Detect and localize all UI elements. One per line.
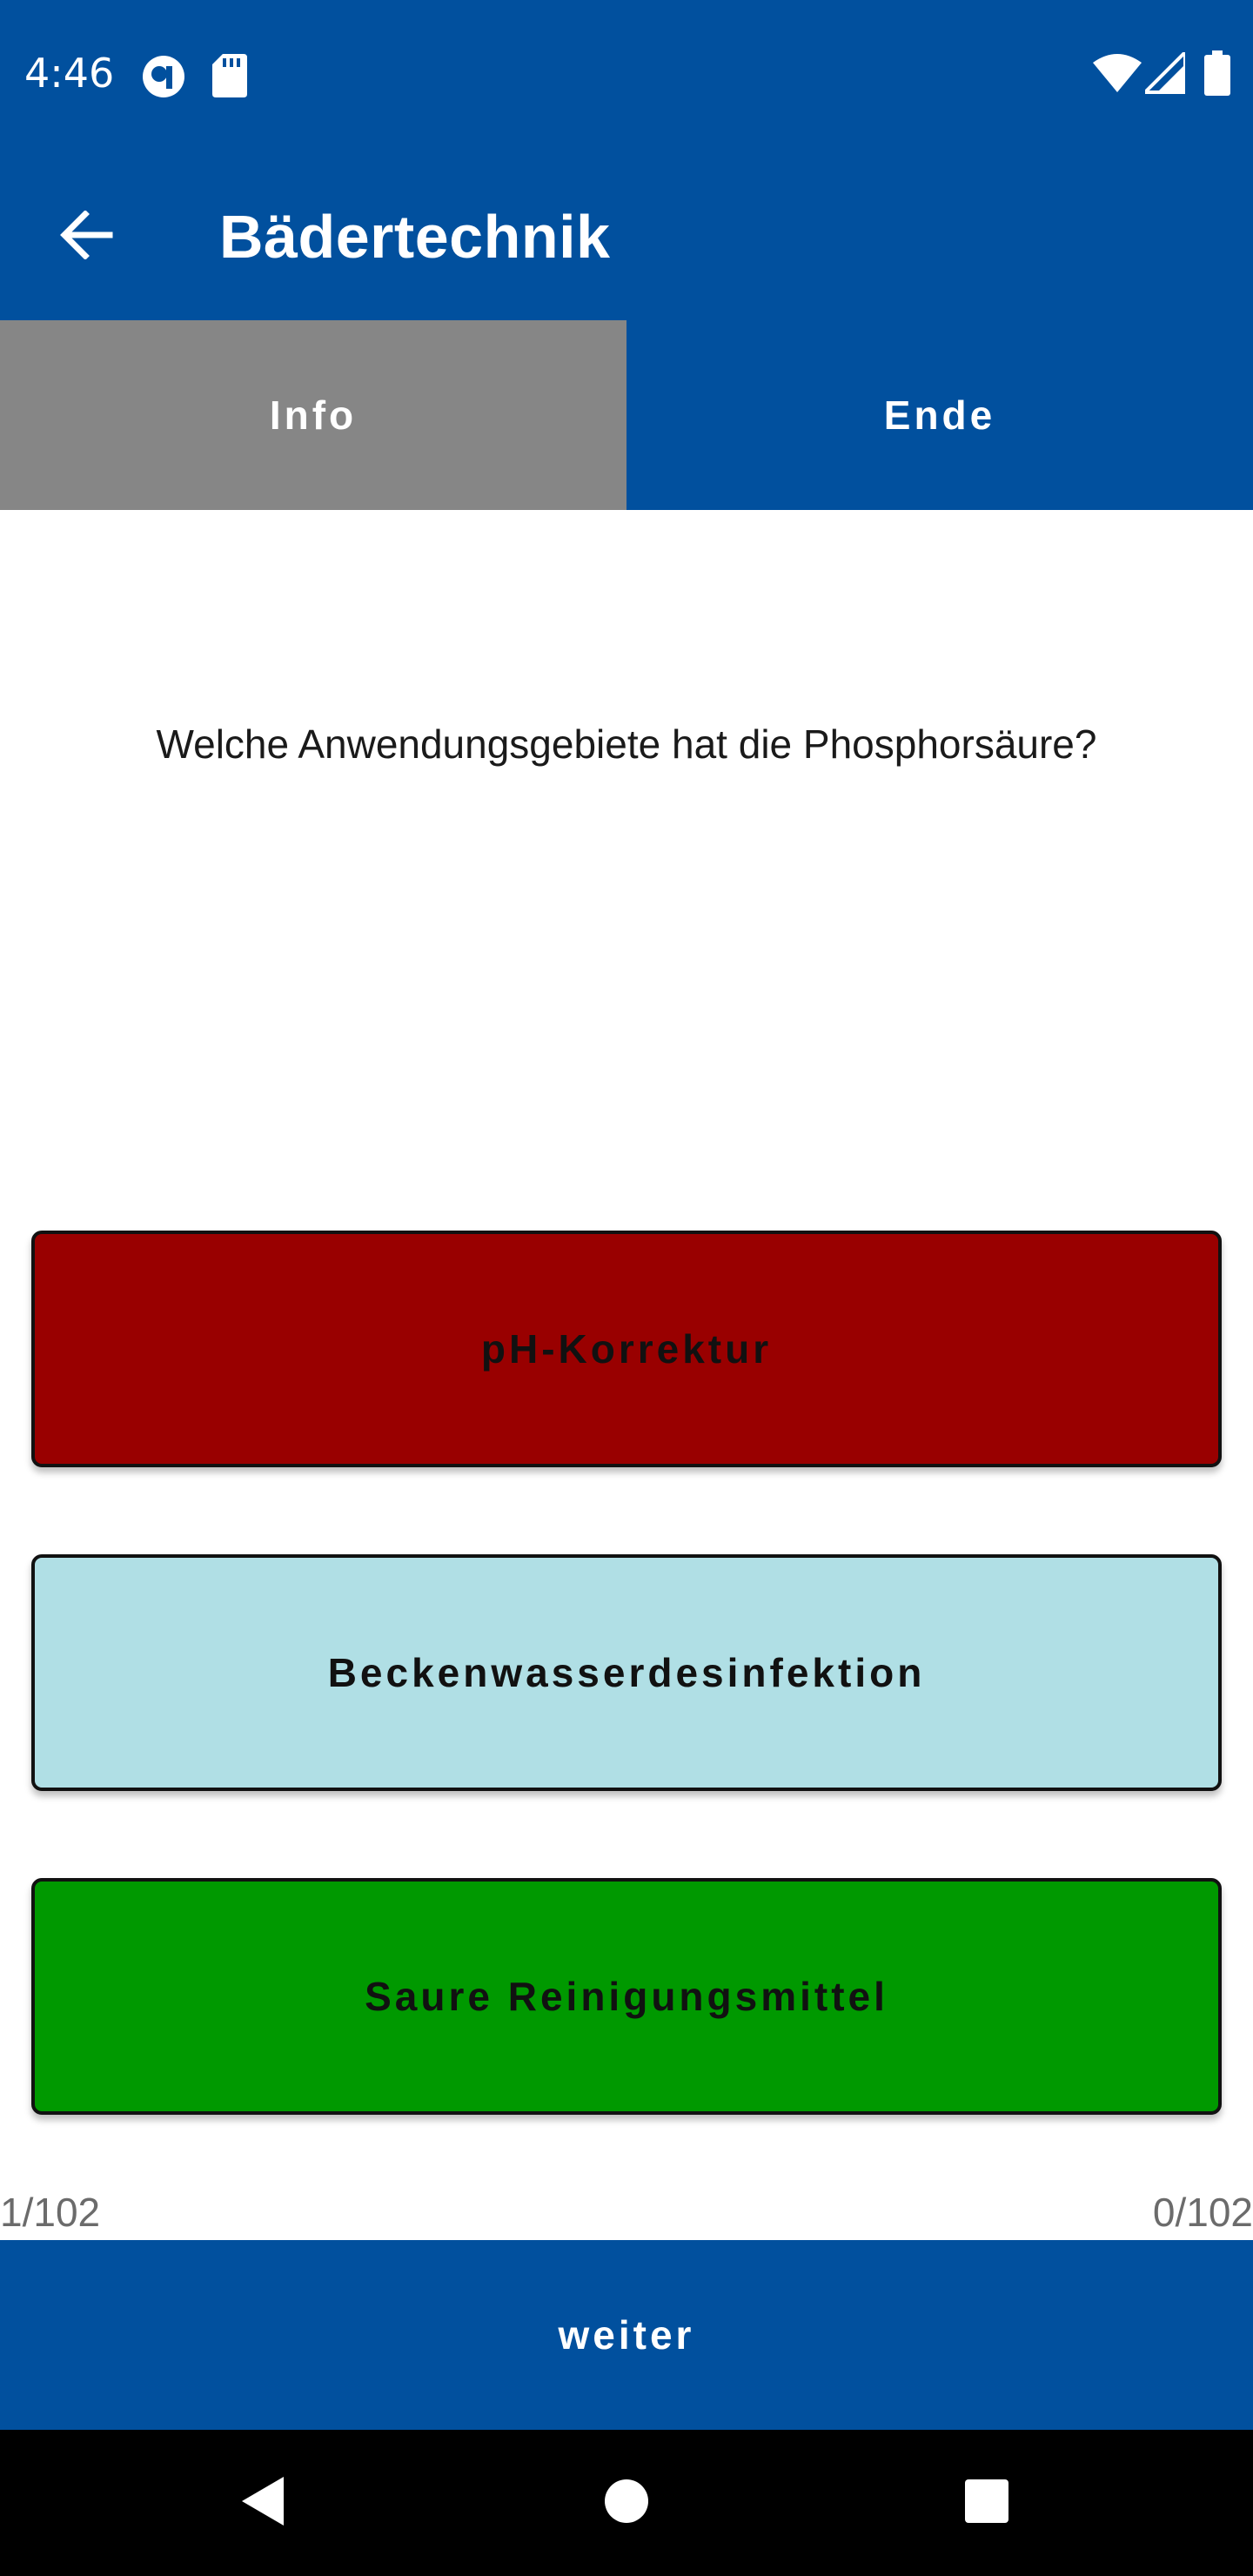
tab-info[interactable]: Info [0, 320, 626, 510]
nav-back-icon [238, 2475, 287, 2532]
arrow-left-icon [57, 211, 113, 264]
tab-ende[interactable]: Ende [626, 320, 1253, 510]
app-title: Bädertechnik [219, 203, 611, 271]
app-notification-icon [141, 54, 186, 104]
tab-bar [0, 320, 1253, 510]
nav-home-button[interactable] [583, 2459, 670, 2546]
wifi-icon [1093, 52, 1142, 98]
app-bar [0, 150, 1253, 320]
cell-signal-icon [1145, 52, 1185, 98]
nav-back-button[interactable] [219, 2459, 306, 2546]
answer-button-3[interactable]: Saure Reinigungsmittel [31, 1878, 1222, 2115]
back-button[interactable] [44, 195, 127, 278]
nav-recents-icon [963, 2478, 1010, 2529]
status-bar [0, 0, 1253, 150]
nav-recents-button[interactable] [943, 2459, 1030, 2546]
battery-icon [1204, 50, 1230, 100]
answer-button-1[interactable]: pH-Korrektur [31, 1231, 1222, 1467]
score-counter: 0/102 [1152, 2190, 1253, 2235]
question-counter: 1/102 [0, 2190, 101, 2235]
nav-home-icon [603, 2478, 650, 2529]
sd-card-icon [212, 54, 247, 102]
next-button[interactable]: weiter [0, 2240, 1253, 2430]
status-time: 4:46 [24, 50, 115, 97]
answer-button-2[interactable]: Beckenwasserdesinfektion [31, 1554, 1222, 1791]
question-text: Welche Anwendungsgebiete hat die Phosphorsäure? [156, 721, 1097, 767]
system-nav-bar [0, 2430, 1253, 2576]
